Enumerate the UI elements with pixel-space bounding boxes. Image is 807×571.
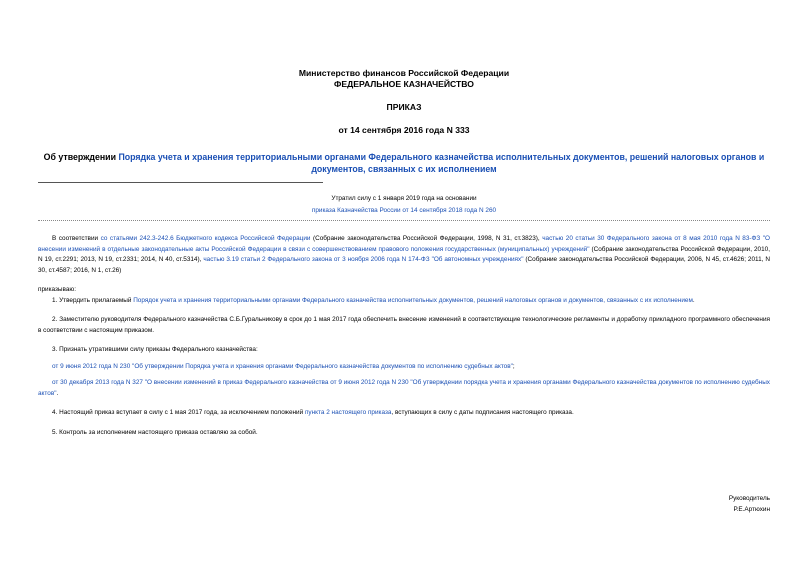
law-83-fz-link[interactable]: частью 20 статьи 30 Федерального закона от 8 мая 2010 года N 83-ФЗ "О внесении изменений в отдельные законодательные акты Российской Федерации в связи с совершенствованием правового положения государственных (муниципальных) учреждений": [38, 235, 770, 253]
item-5: 5. Контроль за исполнением настоящего приказа оставляю за собой.: [52, 428, 258, 436]
preamble-paragraph: [38, 234, 770, 276]
document-page: [38, 68, 770, 513]
long-divider: [38, 220, 770, 221]
signature-block: [729, 493, 770, 515]
item-4-text: 4. Настоящий приказ вступает в силу с 1 мая 2017 года, за исключением положений: [52, 409, 305, 416]
item-2: 2. Заместителю руководителя Федерального казначейства С.Б.Гуральникову в срок до 1 мая 2017 года обеспечить внесение изменений в соответствующие технологические регламенты и доработку прикладного программного обеспечения в соответствии с настоящим приказом.: [38, 316, 770, 334]
order-230-link[interactable]: от 9 июня 2012 года N 230 "Об утверждении Порядка учета и хранения органами Федерального казначейства документов по исполнению судебных актов": [52, 362, 513, 370]
short-divider: [38, 182, 323, 183]
order-date: от 14 сентября 2016 года N 333: [338, 125, 470, 135]
signatory-position: Руководитель: [728, 495, 770, 502]
order-word: приказываю:: [38, 286, 76, 293]
preamble-text-4: (Собрание законодательства Российской Федерации, 2006, N 45, ст.4626; 2011, N 30, ст.4587; 2016, N 1, ст.26): [38, 256, 770, 274]
preamble-text-2: (Собрание законодательства Российской Федерации, 1998, N 31, ст.3823),: [310, 235, 543, 242]
annulment-text: Утратил силу с 1 января 2019 года на основании: [331, 195, 477, 202]
law-174-fz-link[interactable]: частью 3.19 статьи 2 Федерального закона от 3 ноября 2006 года N 174-ФЗ "Об автономных учреждениях": [203, 256, 524, 263]
title-link[interactable]: Порядка учета и хранения территориальными органами Федерального казначейства исполнительных документов, решений налоговых органов и документов, связанных с их исполнением: [118, 152, 765, 174]
annulment-note: [38, 193, 770, 217]
order-327-link[interactable]: от 30 декабря 2013 года N 327 "О внесении изменений в приказ Федерального казначейства от 9 июня 2012 года N 230 "Об утверждении порядка учета и хранения органами Федерального казначейства документов по исполнению судебных актов": [38, 379, 770, 397]
preamble-text-1: В соответствии: [52, 235, 101, 242]
budget-code-link[interactable]: со статьями 242.3-242.6 Бюджетного кодекса Российской Федерации: [100, 235, 311, 242]
item-1-text: 1. Утвердить прилагаемый: [52, 296, 134, 304]
document-body: [38, 234, 770, 438]
ministry-name: Министерство финансов Российской Федерации: [298, 68, 510, 78]
item-3-intro: 3. Признать утратившими силу приказы Федерального казначейства:: [52, 346, 258, 353]
item-3-sub-2: [38, 378, 770, 399]
annulment-link[interactable]: приказа Казначейства России от 14 сентября 2018 года N 260: [311, 207, 497, 214]
preamble-text-3: (Собрание законодательства Российской Федерации, 2010, N 19, ст.2291; 2013, N 19, ст.2331; 2014, N 40, ст.5314),: [38, 245, 770, 263]
document-title: [38, 151, 770, 175]
point-2-link[interactable]: пункта 2 настоящего приказа: [304, 409, 392, 416]
item-3-sub-1-end: ;: [512, 362, 515, 370]
order-label: ПРИКАЗ: [386, 102, 422, 112]
document-header: [38, 68, 770, 136]
signatory-name: Р.Е.Артюхин: [733, 506, 770, 513]
item-3-sub-2-end: .: [56, 389, 59, 397]
title-prefix: Об утверждении: [43, 152, 119, 162]
item-1: [38, 296, 770, 307]
item-4-end: , вступающих в силу с даты подписания настоящего приказа.: [391, 409, 574, 416]
item-4: [38, 408, 770, 419]
item-3-sub-1: [38, 362, 770, 373]
treasury-name: ФЕДЕРАЛЬНОЕ КАЗНАЧЕЙСТВО: [334, 79, 474, 89]
item-1-end: .: [692, 296, 695, 304]
procedure-link[interactable]: Порядок учета и хранения территориальными органами Федерального казначейства исполнительных документов, решений налоговых органов и документов, связанных с их исполнением: [133, 296, 693, 304]
